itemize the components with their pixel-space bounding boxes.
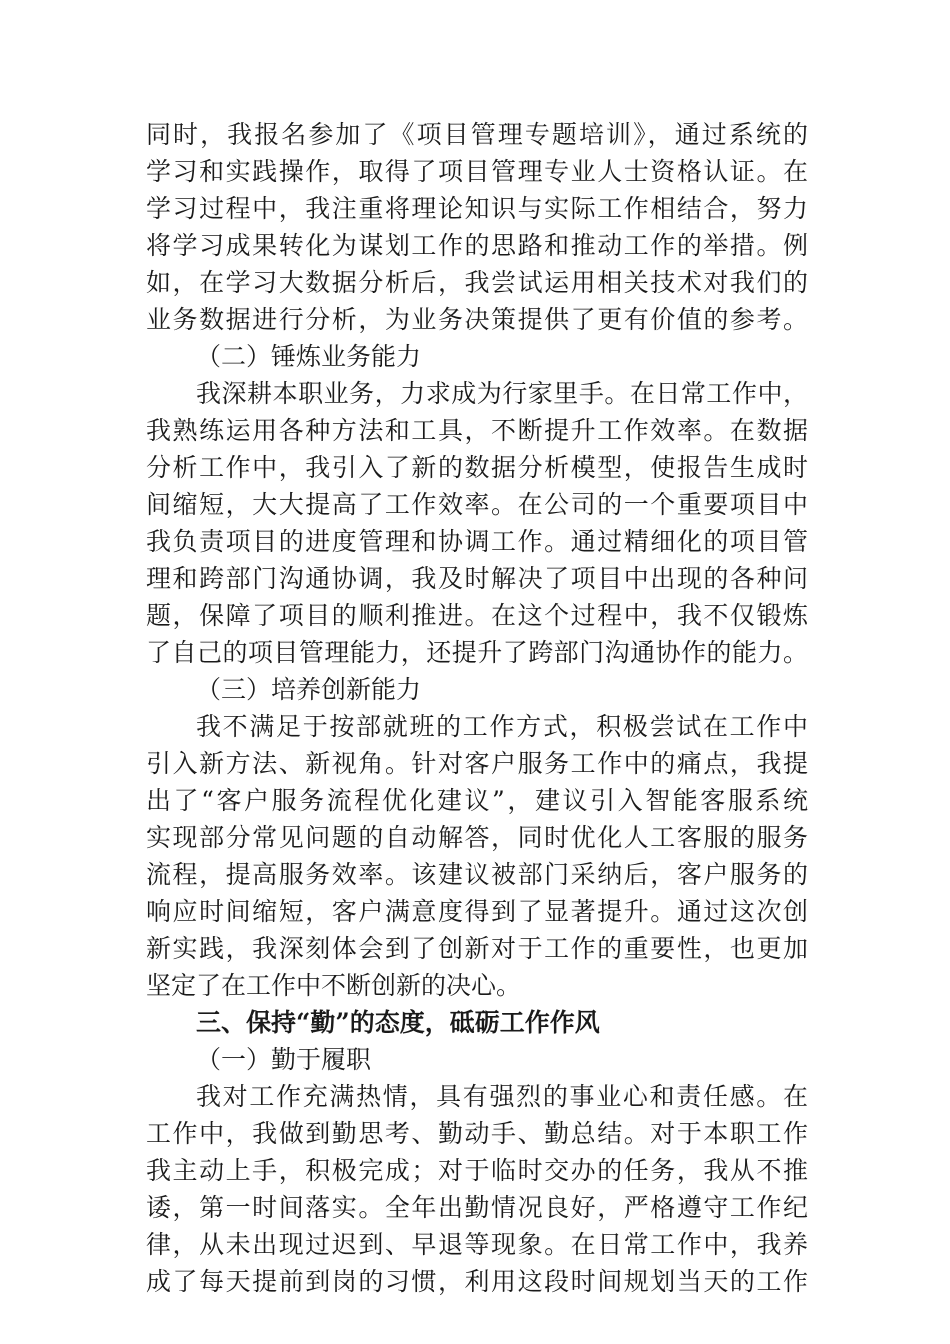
text-line: 坚定了在工作中不断创新的决心。 (146, 971, 522, 1000)
text-line: 引入新方法、新视角。针对客户服务工作中的痛点，我提 (146, 749, 808, 778)
text-line: 同时，我报名参加了《项目管理专题培训》，通过系统的 (146, 120, 808, 149)
text-line: 出了“客户服务流程优化建议”，建议引入智能客服系统 (146, 786, 808, 815)
text-line: 我熟练运用各种方法和工具，不断提升工作效率。在数据 (146, 416, 808, 445)
text-line: 学习过程中，我注重将理论知识与实际工作相结合，努力 (146, 194, 808, 223)
paragraph-duty (146, 1078, 808, 1300)
document-body (146, 116, 808, 1300)
text-line: 理和跨部门沟通协调，我及时解决了项目中出现的各种问 (146, 564, 808, 593)
paragraph-training (146, 116, 808, 338)
text-line: 诿，第一时间落实。全年出勤情况良好，严格遵守工作纪 (146, 1193, 808, 1222)
text-line: 我不满足于按部就班的工作方式，积极尝试在工作中 (196, 712, 808, 741)
text-line: 响应时间缩短，客户满意度得到了显著提升。通过这次创 (146, 897, 808, 926)
text-line: 学习和实践操作，取得了项目管理专业人士资格认证。在 (146, 157, 808, 186)
part-heading-diligence: 三、保持“勤”的态度，砥砺工作作风 (196, 1008, 600, 1037)
text-line: 我主动上手，积极完成；对于临时交办的任务，我从不推 (146, 1156, 808, 1185)
text-line: 成了每天提前到岗的习惯，利用这段时间规划当天的工作 (146, 1267, 808, 1296)
text-line: 如，在学习大数据分析后，我尝试运用相关技术对我们的 (146, 268, 808, 297)
text-line: 我负责项目的进度管理和协调工作。通过精细化的项目管 (146, 527, 808, 556)
section-heading-innovation: （三）培养创新能力 (196, 675, 422, 704)
section-heading-duty: （一）勤于履职 (196, 1045, 372, 1074)
text-line: 将学习成果转化为谋划工作的思路和推动工作的举措。例 (146, 231, 808, 260)
text-line: 业务数据进行分析，为业务决策提供了更有价值的参考。 (146, 305, 808, 334)
text-line: 分析工作中，我引入了新的数据分析模型，使报告生成时 (146, 453, 808, 482)
text-line: 我对工作充满热情，具有强烈的事业心和责任感。在 (196, 1082, 808, 1111)
text-line: 间缩短，大大提高了工作效率。在公司的一个重要项目中 (146, 490, 808, 519)
text-line: 我深耕本职业务，力求成为行家里手。在日常工作中， (196, 379, 808, 408)
paragraph-business (146, 375, 808, 671)
text-line: 题，保障了项目的顺利推进。在这个过程中，我不仅锻炼 (146, 601, 808, 630)
text-line: 律，从未出现过迟到、早退等现象。在日常工作中，我养 (146, 1230, 808, 1259)
section-heading-business: （二）锤炼业务能力 (196, 342, 422, 371)
text-line: 了自己的项目管理能力，还提升了跨部门沟通协作的能力。 (146, 638, 808, 667)
text-line: 流程，提高服务效率。该建议被部门采纳后，客户服务的 (146, 860, 808, 889)
paragraph-innovation (146, 708, 808, 1004)
text-line: 工作中，我做到勤思考、勤动手、勤总结。对于本职工作 (146, 1119, 808, 1148)
text-line: 新实践，我深刻体会到了创新对于工作的重要性，也更加 (146, 934, 808, 963)
text-line: 实现部分常见问题的自动解答，同时优化人工客服的服务 (146, 823, 808, 852)
